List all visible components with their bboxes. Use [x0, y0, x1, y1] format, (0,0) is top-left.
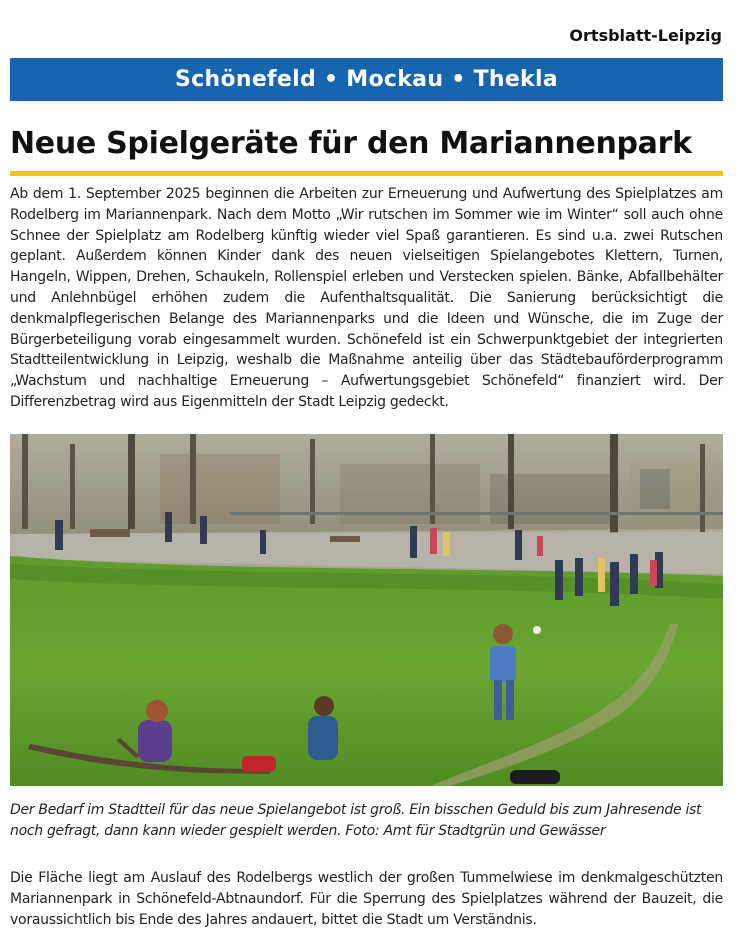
- photo-caption: Der Bedarf im Stadtteil für das neue Spielangebot ist groß. Ein bisschen Geduld bis zum Jahresende ist noch gefragt, dann kann wieder gespielt werden. Foto: Amt für Stadtgrün und Gewässer: [10, 802, 702, 839]
- article-closing-paragraph: Die Fläche liegt am Auslauf des Rodelbergs westlich der großen Tummelwiese im denkmalgeschützten Mariannenpark in Schönefeld-Abtnaundorf. Für die Sperrung des Spielplatzes während der Bauzeit, die voraussichtlich bis Ende des Jahres andauert, bittet die Stadt um Verständnis.: [10, 870, 723, 928]
- masthead: Ortsblatt-Leipzig: [569, 26, 722, 45]
- article-body: Ab dem 1. September 2025 beginnen die Arbeiten zur Erneuerung und Aufwertung des Spielplatzes am Rodelberg im Mariannenpark. Nach dem Motto „Wir rutschen im Sommer wie im Winter“ soll auch ohne Schnee der Spielplatz am Rodelberg künftig wieder viel Spaß garantieren. Es sind u.a. zwei Rutschen geplant. Außerdem können Kinder dank des neuen vielseitigen Spielangebotes Klettern, Turnen, Hangeln, Wippen, Drehen, Schaukeln, Rollenspiel erleben und Verstecken spielen. Bänke, Abfallbehälter und Anlehnbügel erhöhen zudem die Aufenthaltsqualität. Die Sanierung berücksichtigt die denkmalpflegerischen Belange des Mariannenparks und die Ideen und Wünsche, die im Zuge der Bürgerbeteiligung vorab eingesammelt wurden. Schönefeld ist ein Schwerpunktgebiet der integrierten Stadtteilentwicklung in Leipzig, weshalb die Maßnahme anteilig über das Städtebauförderprogramm „Wachstum und nachhaltige Erneuerung – Aufwertungsgebiet Schönefeld“ finanziert wird. Der Differenzbetrag wird aus Eigenmitteln der Stadt Leipzig gedeckt.: [10, 186, 723, 410]
- article-headline: Neue Spielgeräte für den Mariannenpark: [10, 126, 692, 161]
- headline-underline: [10, 171, 723, 176]
- district-band: Schönefeld • Mockau • Thekla: [10, 58, 723, 101]
- park-photo: [10, 434, 723, 786]
